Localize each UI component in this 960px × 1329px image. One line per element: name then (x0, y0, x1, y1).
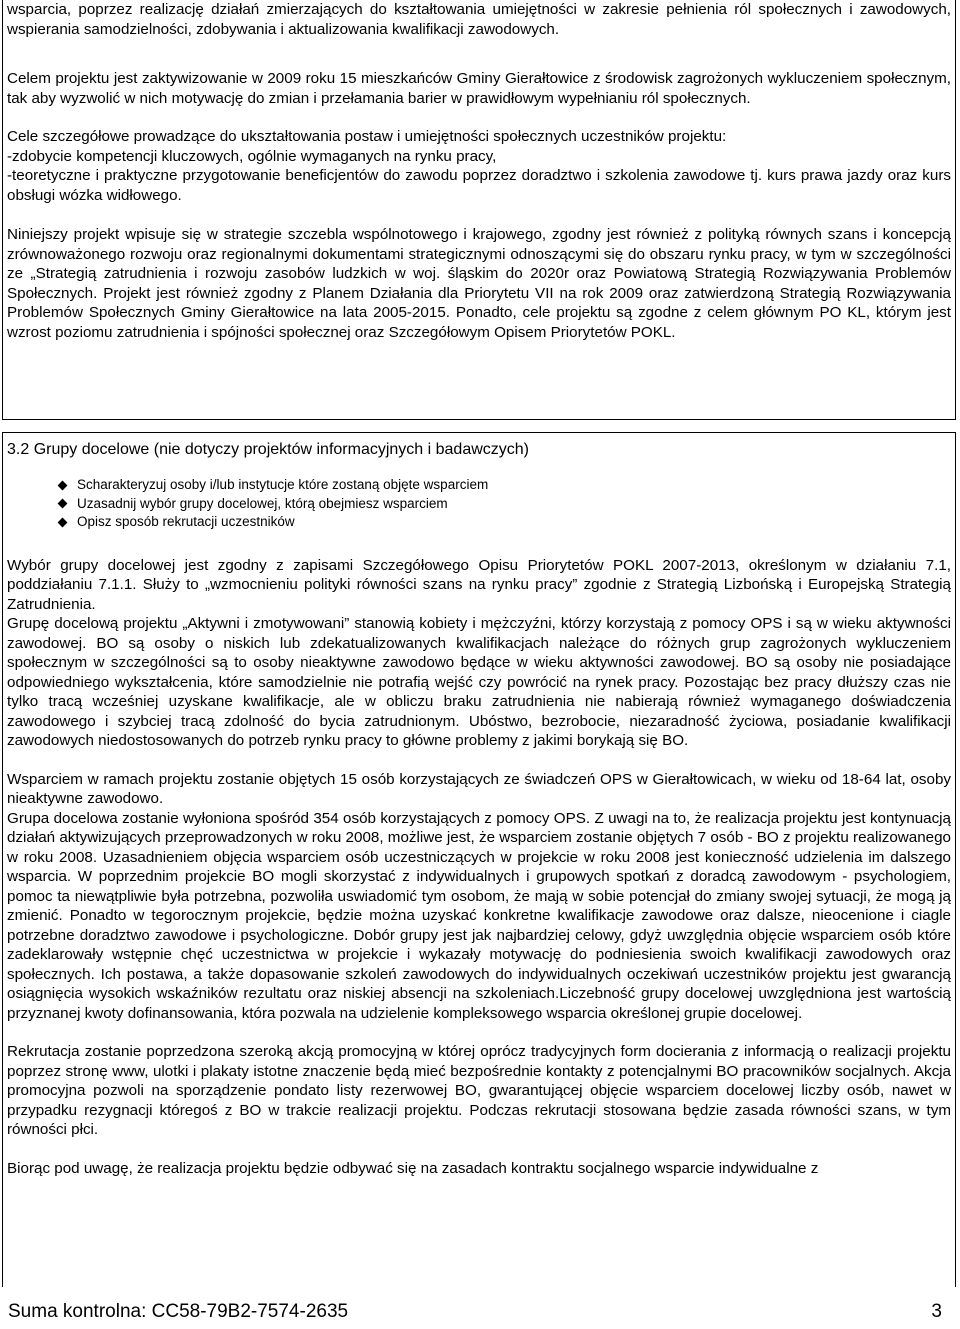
paragraph-detailed-goals-intro: Cele szczegółowe prowadzące do ukształtowania postaw i umiejętności społecznych uczestników projektu: (7, 128, 727, 145)
paragraph-group-selection: Wybór grupy docelowej jest zgodny z zapisami Szczegółowego Opisu Priorytetów POKL 2007-2013, określonym w działaniu 7.1, poddziałaniu 7.1.1. Służy to „wzmocnieniu polityki równości szans na rynku pracy” zgodnie z Strategią Lizbońską i Europejską Strategią Zatrudnienia. (7, 556, 951, 613)
diamond-bullet-icon (58, 480, 68, 490)
list-item-text: Uzasadnij wybór grupy docelowej, którą obejmiesz wsparciem (77, 495, 448, 511)
paragraph-project-goal: Celem projektu jest zaktywizowanie w 2009 roku 15 mieszkańców Gminy Gierałtowice z środowisk zagrożonych wykluczeniem społecznym, tak aby wyzwolić w nich motywację do zmian i przełamania barier w prawidłowym wypełnianiu ról społecznych. (7, 70, 951, 107)
list-item (57, 476, 951, 495)
paragraph-strategy-alignment: Niniejszy projekt wpisuje się w strategie szczebla wspólnotowego i krajowego, zgodny jest również z polityką równych szans i koncepcją zrównoważonego rozwoju oraz regionalnymi dokumentami strategicznymi odnoszącymi się do obszaru rynku pracy, w tym w szczególności ze „Strategią zatrudnienia i rozwoju zasobów ludzkich w woj. śląskim do 2020r oraz Powiatową Strategią Rozwiązywania Problemów Społecznych. Projekt jest również zgodny z Planem Działania dla Priorytetu VII na rok 2009 oraz zatwierdzoną Strategią Rozwiązywania Problemów Społecznych Gminy Gierałtowice na lata 2005-2015. Ponadto, cele projektu są zgodne z celem głównym PO KL, którym jest wzrost poziomu zatrudnienia i spójności społecznej oraz Szczegółowym Opisem Priorytetów POKL. (7, 226, 951, 341)
paragraph: wsparcia, poprzez realizację działań zmierzających do kształtowania umiejętności w zakresie pełnienia ról społecznych i zawodowych, wspierania samodzielności, zdobywania i aktualizowania kwalifikacji zawodowych. (7, 1, 951, 38)
paragraph-detailed-goal-2: -teoretyczne i praktyczne przygotowanie beneficjentów do zawodu poprzez doradztwo i szkolenia zawodowe tj. kurs prawa jazdy oraz kurs obsługi wózka widłowego. (7, 167, 951, 204)
paragraph-support-scope: Wsparciem w ramach projektu zostanie objętych 15 osób korzystających ze świadczeń OPS w Gierałtowicach, w wieku od 18-64 lat, osoby nieaktywne zawodowo. (7, 770, 951, 807)
paragraph-detailed-goal-1: -zdobycie kompetencji kluczowych, ogólnie wymaganych na rynku pracy, (7, 147, 497, 165)
list-item-text: Scharakteryzuj osoby i/lub instytucje które zostaną objęte wsparciem (77, 477, 489, 492)
instruction-list (57, 476, 951, 532)
paragraph-group-description: Grupę docelową projektu „Aktywni i zmotywowani” stanowią kobiety i mężczyźni, którzy korzystają z pomocy OPS i są w wieku aktywności zawodowej. BO są osoby o niskich lub zdekatualizowanych kwalifikacjach należące do różnych grup zagrożonych wykluczeniem społecznym w szczególności są to osoby nieaktywne zawodowo będące w wieku aktywności zawodowej. BO są osoby nie posiadające odpowiedniego wykształcenia, które samodzielnie nie potrafią wejść czy powrócić na rynek pracy. Pozostając bez pracy dłuższy czas nie tylko tracą wcześniej uzyskane kwalifikacje, ale w obliczu braku zatrudnienia nie nabierają również wymaganego doświadczenia zawodowego i szybciej tracą zdolność do bycia zatrudnionym. Ubóstwo, bezrobocie, niezaradność życiowa, posiadanie kwalifikacji zawodowych niedostosowanych do potrzeb rynku pracy to główne problemy z jakimi borykają się BO. (7, 615, 951, 749)
diamond-bullet-icon (58, 499, 68, 509)
list-item (57, 513, 951, 532)
paragraph-group-selection-process: Grupa docelowa zostanie wyłoniona spośród 354 osób korzystających z pomocy OPS. Z uwagi na to, że realizacja projektu jest kontynuacją działań aktywizujących przeprowadzonych w roku 2008, możliwe jest, że wsparciem zostanie objętych 7 osób - BO z projektu realizowanego w roku 2008. Uzasadnieniem objęcia wsparciem osób uczestniczących w projekcie w roku 2008 jest konieczność udzielenia im dalszego wsparcia. W poprzednim projekcie BO mogli skorzystać z indywidualnych i grupowych spotkań z doradcą zawodowym - psychologiem, pomoc ta niewątpliwie była potrzebna, pozwoliła uswiadomić tym osobom, że mają w sobie potencjał do zmiany swojej sytuacji, że mogą ją zmienić. Ponadto w tegorocznym projekcie, będzie można uzyskać konkretne kwalifikacje zawodowe oraz dalsze, nieocenione i ciagle potrzebne doradztwo zawodowe i psychologiczne. Dobór grupy jest jak najbardziej celowy, gdyż uwzględnia objęcie wsparciem osób które zadeklarowały wstępnie chęć uczestnictwa w projekcie i wykazały motywację do podniesienia swoich kwalifikacji zawodowych oraz społecznych. Ich postawa, a także dopasowanie szkoleń zawodowych do indywidualnych oczekiwań uczestników projektu jest gwarancją osiągnięcia wysokich wskaźników rezultatu oraz niskiej absencji na szkoleniach.Liczebność grupy docelowej uwzględniona jest wartością przyznanej kwoty dofinansowania, która pozwala na udzielenie kompleksowego wsparcia określonej grupie docelowej. (7, 809, 951, 1022)
paragraph-recruitment: Rekrutacja zostanie poprzedzona szeroką akcją promocyjną w której oprócz tradycyjnych form docierania z informacją o realizacji projektu poprzez stronę www, ulotki i plakaty istotne znaczenie będą mieć bezpośrednie kontakty z potencjalnymi BO pracowników socjalnych. Akcja promocyjna pozwoli na sporządzenie pondato listy rezerwowej BO, gwarantującej objęcie wsparciem docelowej liczby osób, nawet w przypadku rezygnacji któregoś z BO w trakcie realizacji projektu. Podczas rekrutacji stosowana będzie zasada równości szans, w tym równości płci. (7, 1043, 951, 1138)
list-item-text: Opisz sposób rekrutacji uczestników (77, 514, 295, 529)
list-item (57, 495, 951, 514)
section-heading: 3.2 Grupy docelowe (nie dotyczy projektów informacyjnych i badawczych) (7, 441, 530, 458)
checksum-footer: Suma kontrolna: CC58-79B2-7574-2635 (8, 1301, 349, 1322)
section-previous-continuation (2, 0, 956, 420)
diamond-bullet-icon (58, 517, 68, 527)
paragraph-social-contract: Biorąc pod uwagę, że realizacja projektu będzie odbywać się na zasadach kontraktu socjalnego wsparcie indywidualne z (7, 1159, 819, 1177)
section-target-groups (2, 432, 956, 1287)
page-number: 3 (931, 1301, 942, 1322)
